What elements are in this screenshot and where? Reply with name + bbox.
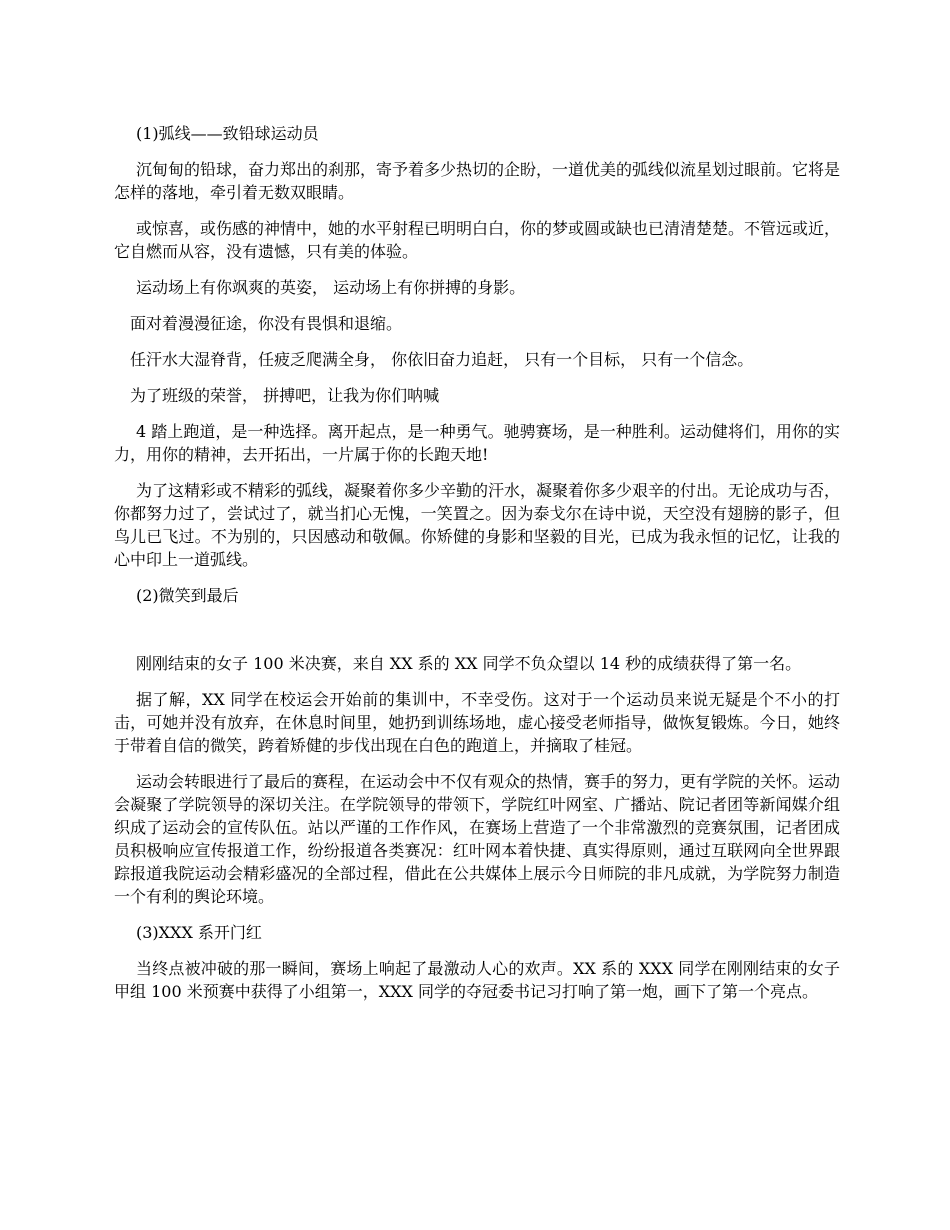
paragraph: 为了班级的荣誉， 拼搏吧，让我为你们呐喊 (130, 386, 440, 405)
paragraph: 任汗水大湿脊背，任疲乏爬满全身， 你依旧奋力追赶， 只有一个目标， 只有一个信念。 (130, 350, 754, 369)
section-heading-2: (2)微笑到最后 (136, 586, 239, 605)
section-heading-1: (1)弧线——致铅球运动员 (136, 124, 319, 143)
paragraph: 沉甸甸的铅球，奋力郑出的刹那，寄予着多少热切的企盼，一道优美的弧线似流星划过眼前。它将是怎样的落地，牵引着无数双眼睛。 (114, 160, 841, 202)
paragraph: 或惊喜，或伤感的神情中，她的水平射程已明明白白，你的梦或圆或缺也已清清楚楚。不管远或近，它自燃而从容，没有遗憾，只有美的体验。 (114, 219, 841, 261)
paragraph: 4 踏上跑道，是一种选择。离开起点，是一种勇气。驰骋赛场，是一种胜利。运动健将们，用你的实力，用你的精神，去开拓出，一片属于你的长跑天地! (114, 422, 840, 464)
paragraph: 据了解，XX 同学在校运会开始前的集训中，不幸受伤。这对于一个运动员来说无疑是个不小的打击，可她并没有放弃，在休息时间里，她扔到训练场地，虚心接受老师指导，做恢复锻炼。今日，她终于带着自信的微笑，跨着矫健的步伐出现在白色的跑道上，并摘取了桂冠。 (114, 690, 840, 755)
section-heading-3: (3)XXX 系开门红 (136, 923, 262, 942)
document-page (114, 122, 840, 1016)
paragraph: 刚刚结束的女子 100 米决赛，来自 XX 系的 XX 同学不负众望以 14 秒的成绩获得了第一名。 (136, 654, 802, 673)
paragraph: 为了这精彩或不精彩的弧线，凝聚着你多少辛勤的汗水，凝聚着你多少艰辛的付出。无论成功与否，你都努力过了，尝试过了，就当扪心无愧，一笑置之。因为泰戈尔在诗中说，天空没有翅膀的影子，但鸟儿已飞过。不为别的，只因感动和敬佩。你矫健的身影和坚毅的目光，已成为我永恒的记忆，让我的心中印上一道弧线。 (114, 481, 841, 569)
paragraph: 当终点被冲破的那一瞬间，赛场上响起了最激动人心的欢声。XX 系的 XXX 同学在刚刚结束的女子甲组 100 米预赛中获得了小组第一，XXX 同学的夺冠委书记习打响了第一炮，画下了第一个亮点。 (114, 959, 840, 1001)
paragraph: 运动会转眼进行了最后的赛程，在运动会中不仅有观众的热情，赛手的努力，更有学院的关怀。运动会凝聚了学院领导的深切关注。在学院领导的带领下，学院红叶网室、广播站、院记者团等新闻媒介组织成了运动会的宣传队伍。站以严谨的工作作风，在赛场上营造了一个非常激烈的竞赛氛围，记者团成员积极响应宣传报道工作，纷纷报道各类赛况：红叶网本着快捷、真实得原则，通过互联网向全世界跟踪报道我院运动会精彩盛况的全部过程，借此在公共媒体上展示今日师院的非凡成就，为学院努力制造一个有利的舆论环境。 (114, 772, 841, 906)
paragraph: 运动场上有你飒爽的英姿， 运动场上有你拼搏的身影。 (136, 278, 526, 297)
blank-spacer (114, 620, 840, 652)
paragraph: 面对着漫漫征途，你没有畏惧和退缩。 (130, 314, 403, 333)
